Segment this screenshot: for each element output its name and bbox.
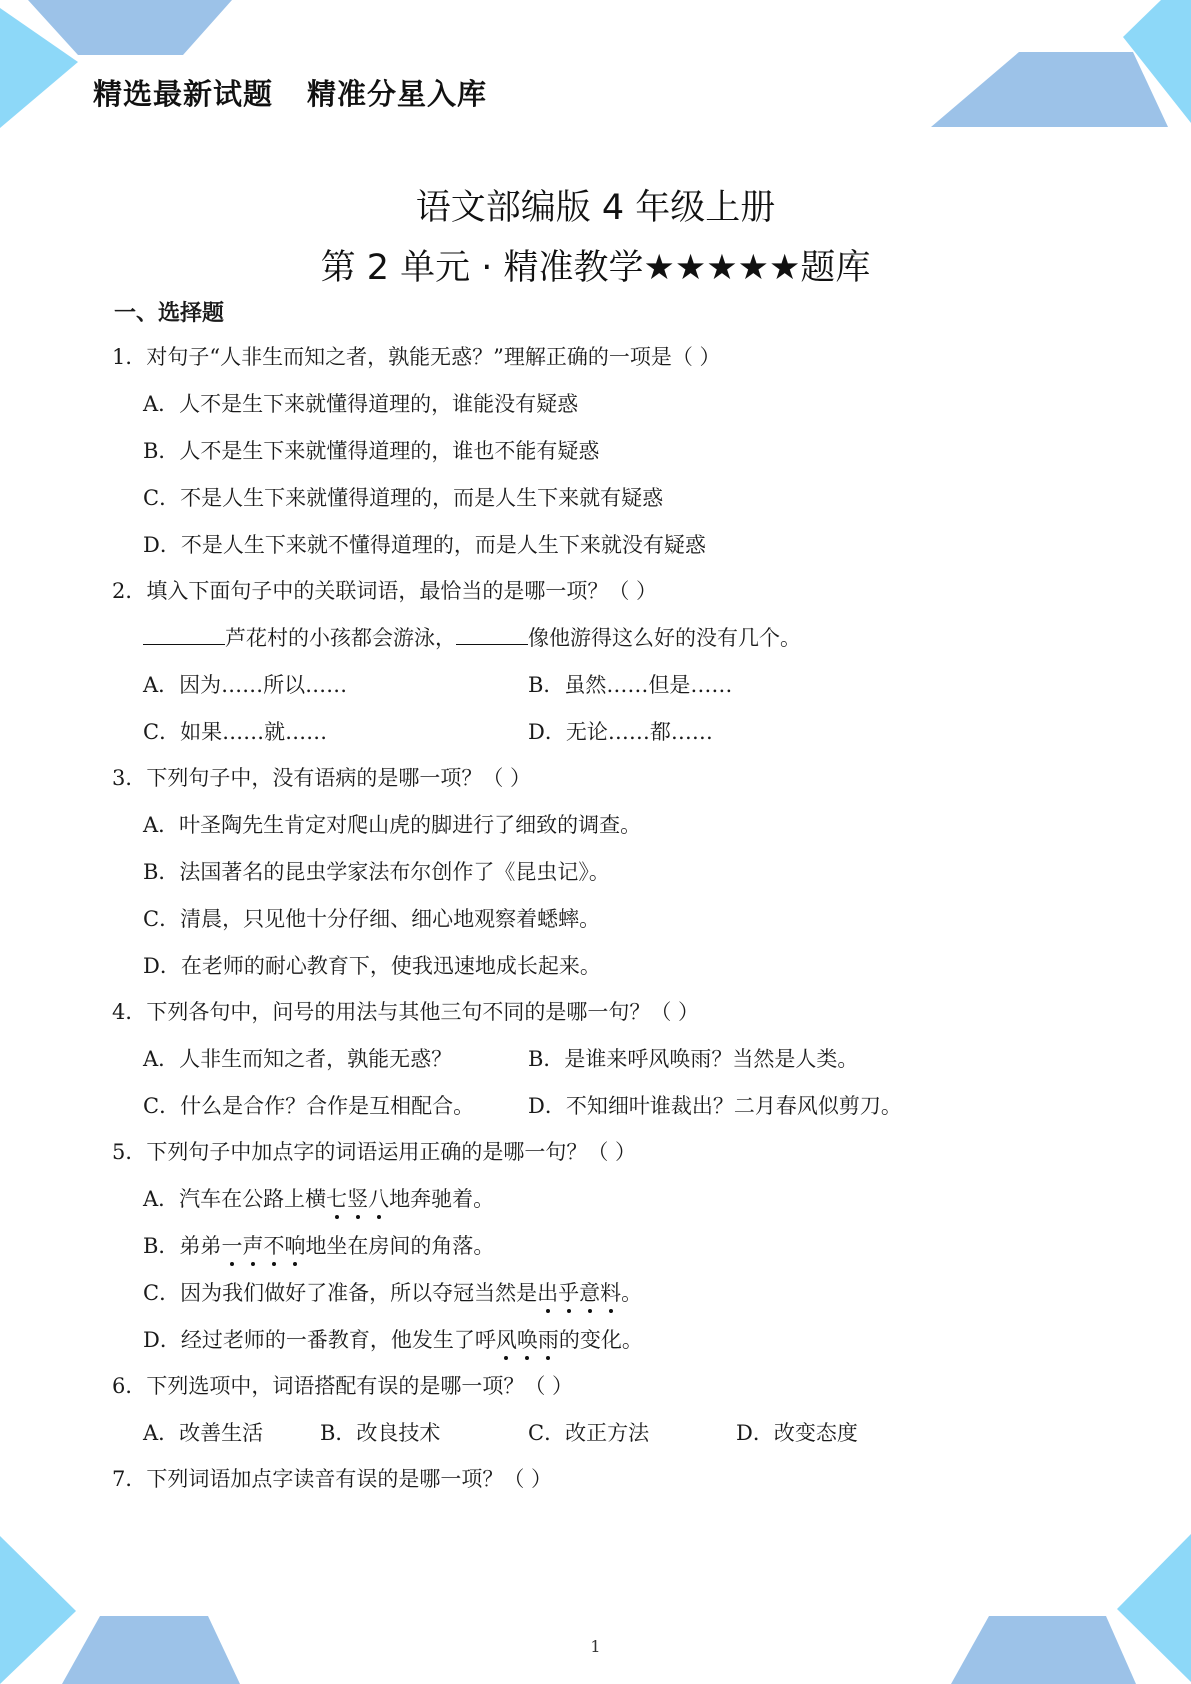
slogan-right: 精准分星入库	[307, 77, 488, 111]
answer-option: B．改良技术	[320, 1421, 441, 1445]
document-title: 语文部编版 4 年级上册	[415, 188, 776, 228]
answer-option: C．清晨，只见他十分仔细、细心地观察着蟋蟀。	[143, 907, 601, 931]
answer-option	[143, 1279, 642, 1307]
answer-option: D．在老师的耐心教育下，使我迅速地成长起来。	[143, 954, 601, 978]
dotted-emphasis-text: 一声不响	[221, 1234, 306, 1258]
question-stem: 4．下列各句中，问号的用法与其他三句不同的是哪一句？（ ）	[112, 1000, 700, 1024]
answer-option: D．无论……都……	[528, 720, 713, 744]
dotted-emphasis-text: 七竖八	[326, 1187, 390, 1211]
answer-option: C．改正方法	[528, 1421, 650, 1445]
answer-option: C．如果……就……	[143, 720, 328, 744]
answer-option: A．人不是生下来就懂得道理的，谁能没有疑惑	[143, 392, 579, 416]
sentence-text: 像他游得这么好的没有几个。	[528, 626, 801, 650]
answer-option: D．不是人生下来就不懂得道理的，而是人生下来就没有疑惑	[143, 533, 706, 557]
slogan-left: 精选最新试题	[93, 77, 274, 111]
answer-option: B．法国著名的昆虫学家法布尔创作了《昆虫记》。	[143, 860, 610, 884]
answer-option: B．是谁来呼风唤雨？当然是人类。	[528, 1047, 859, 1071]
answer-blank	[143, 624, 225, 645]
option-text: 的变化。	[558, 1328, 643, 1352]
document-subtitle: 第 2 单元 · 精准教学★★★★★题库	[320, 248, 871, 288]
answer-option	[143, 1185, 494, 1213]
answer-option	[143, 1232, 494, 1260]
question-stem: 6．下列选项中，词语搭配有误的是哪一项？（ ）	[112, 1374, 574, 1398]
answer-option	[143, 1326, 643, 1354]
answer-option: A．叶圣陶先生肯定对爬山虎的脚进行了细致的调查。	[143, 813, 642, 837]
answer-option: A．改善生活	[143, 1421, 264, 1445]
answer-option: A．人非生而知之者，孰能无惑？	[143, 1047, 453, 1071]
question-stem: 5．下列句子中加点字的词语运用正确的是哪一句？（ ）	[112, 1140, 637, 1164]
question-sentence	[143, 624, 801, 652]
question-stem: 1．对句子“人非生而知之者，孰能无惑？”理解正确的一项是（ ）	[112, 345, 721, 369]
question-stem: 3．下列句子中，没有语病的是哪一项？（ ）	[112, 766, 532, 790]
answer-option: D．改变态度	[736, 1421, 858, 1445]
option-text: D．经过老师的一番教育，他发生了呼	[143, 1328, 496, 1352]
sentence-text: 芦花村的小孩都会游泳，	[225, 626, 456, 650]
answer-option: A．因为……所以……	[143, 673, 348, 697]
option-text: 地坐在房间的角落。	[305, 1234, 495, 1258]
section-heading: 一、选择题	[114, 301, 225, 326]
dotted-emphasis-text: 出乎意料	[537, 1281, 622, 1305]
answer-option: D．不知细叶谁裁出？二月春风似剪刀。	[528, 1094, 902, 1118]
question-stem: 2．填入下面句子中的关联词语，最恰当的是哪一项？（ ）	[112, 579, 658, 603]
option-text: C．因为我们做好了准备，所以夺冠当然是	[143, 1281, 538, 1305]
option-text: 地奔驰着。	[389, 1187, 495, 1211]
answer-option: C．不是人生下来就懂得道理的，而是人生下来就有疑惑	[143, 486, 664, 510]
option-text: A．汽车在公路上横	[143, 1187, 327, 1211]
answer-option: B．虽然……但是……	[528, 673, 733, 697]
answer-option: C．什么是合作？合作是互相配合。	[143, 1094, 475, 1118]
answer-option: B．人不是生下来就懂得道理的，谁也不能有疑惑	[143, 439, 600, 463]
answer-blank	[456, 624, 528, 645]
option-text: 。	[621, 1281, 643, 1305]
option-text: B．弟弟	[143, 1234, 222, 1258]
dotted-emphasis-text: 风唤雨	[495, 1328, 559, 1352]
page-number: 1	[590, 1637, 601, 1656]
question-stem: 7．下列词语加点字读音有误的是哪一项？（ ）	[112, 1467, 553, 1491]
